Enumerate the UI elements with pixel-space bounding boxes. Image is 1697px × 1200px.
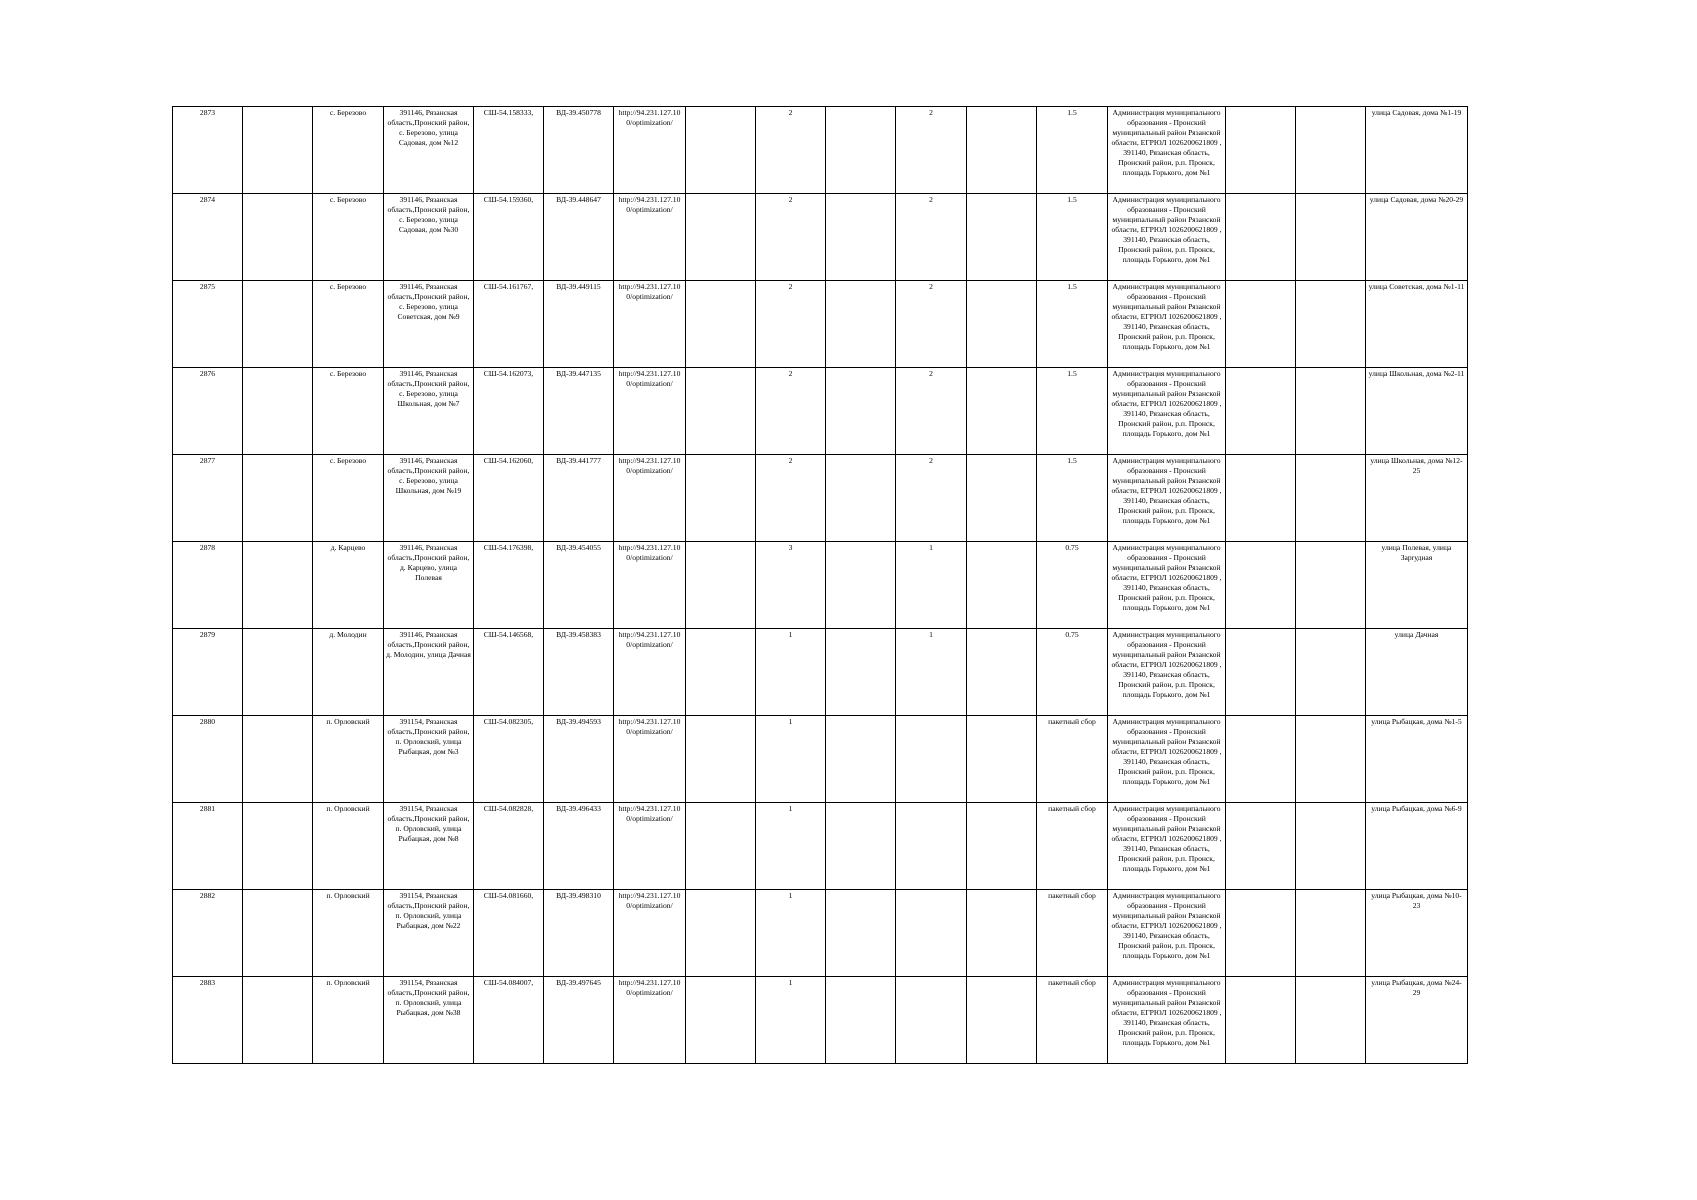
served-streets-cell: улица Рыбацкая, дома №6-9	[1366, 803, 1468, 890]
empty-cell	[826, 455, 896, 542]
url-cell: http://94.231.127.10 0/optimization/	[614, 194, 686, 281]
address-cell: 391146, Рязанская область,Пронский район, д. Карцево, улица Полевая	[384, 542, 474, 629]
container-count-cell: 1	[756, 977, 826, 1064]
container-count-2-cell: 2	[896, 194, 967, 281]
empty-cell	[243, 281, 313, 368]
empty-cell	[1296, 629, 1366, 716]
latitude-cell: СШ-54.084007,	[474, 977, 544, 1064]
empty-cell	[1296, 716, 1366, 803]
url-cell: http://94.231.127.10 0/optimization/	[614, 281, 686, 368]
table-row	[173, 107, 1468, 194]
row-number: 2875	[173, 281, 243, 368]
registry-body	[173, 107, 1468, 1064]
container-count-cell: 1	[756, 803, 826, 890]
container-count-2-cell: 2	[896, 368, 967, 455]
empty-cell	[1226, 368, 1296, 455]
empty-cell	[1296, 281, 1366, 368]
empty-cell	[826, 977, 896, 1064]
url-cell: http://94.231.127.10 0/optimization/	[614, 368, 686, 455]
table-row	[173, 977, 1468, 1064]
area-cell: пакетный сбор	[1037, 803, 1108, 890]
container-count-cell: 1	[756, 890, 826, 977]
locality-cell: с. Березово	[313, 107, 384, 194]
empty-cell	[967, 281, 1037, 368]
url-cell: http://94.231.127.10 0/optimization/	[614, 455, 686, 542]
locality-cell: с. Березово	[313, 281, 384, 368]
table-row	[173, 194, 1468, 281]
empty-cell	[686, 890, 756, 977]
row-number: 2880	[173, 716, 243, 803]
container-count-2-cell: 2	[896, 455, 967, 542]
empty-cell	[967, 977, 1037, 1064]
longitude-cell: ВД-39.498310	[544, 890, 614, 977]
empty-cell	[1226, 629, 1296, 716]
longitude-cell: ВД-39.448647	[544, 194, 614, 281]
empty-cell	[826, 542, 896, 629]
empty-cell	[1226, 890, 1296, 977]
empty-cell	[826, 716, 896, 803]
empty-cell	[243, 890, 313, 977]
area-cell: 1.5	[1037, 281, 1108, 368]
latitude-cell: СШ-54.082305,	[474, 716, 544, 803]
area-cell: пакетный сбор	[1037, 977, 1108, 1064]
area-cell: 0.75	[1037, 542, 1108, 629]
owner-cell: Администрация муниципального образования - Пронский муниципальный район Рязанской области, ЕГРЮЛ 1026200621809 , 391140, Рязанская область, Пронский район, р.п. Пронск, площадь Горького, дом №1	[1108, 716, 1226, 803]
empty-cell	[1296, 977, 1366, 1064]
empty-cell	[243, 803, 313, 890]
row-number: 2876	[173, 368, 243, 455]
address-cell: 391146, Рязанская область,Пронский район, с. Березово, улица Садовая, дом №12	[384, 107, 474, 194]
table-row	[173, 368, 1468, 455]
container-count-2-cell	[896, 803, 967, 890]
served-streets-cell: улица Дачная	[1366, 629, 1468, 716]
empty-cell	[686, 107, 756, 194]
container-count-2-cell	[896, 977, 967, 1064]
locality-cell: с. Березово	[313, 455, 384, 542]
empty-cell	[1226, 542, 1296, 629]
empty-cell	[686, 716, 756, 803]
container-count-2-cell: 2	[896, 107, 967, 194]
owner-cell: Администрация муниципального образования - Пронский муниципальный район Рязанской области, ЕГРЮЛ 1026200621809 , 391140, Рязанская область, Пронский район, р.п. Пронск, площадь Горького, дом №1	[1108, 107, 1226, 194]
empty-cell	[243, 542, 313, 629]
served-streets-cell: улица Рыбацкая, дома №1-5	[1366, 716, 1468, 803]
locality-cell: д. Молодин	[313, 629, 384, 716]
empty-cell	[967, 368, 1037, 455]
container-site-registry-table	[172, 106, 1468, 1064]
empty-cell	[243, 977, 313, 1064]
empty-cell	[1226, 716, 1296, 803]
longitude-cell: ВД-39.441777	[544, 455, 614, 542]
served-streets-cell: улица Полевая, улица Заprудная	[1366, 542, 1468, 629]
row-number: 2878	[173, 542, 243, 629]
row-number: 2882	[173, 890, 243, 977]
url-cell: http://94.231.127.10 0/optimization/	[614, 716, 686, 803]
empty-cell	[826, 629, 896, 716]
container-count-cell: 2	[756, 107, 826, 194]
owner-cell: Администрация муниципального образования - Пронский муниципальный район Рязанской области, ЕГРЮЛ 1026200621809 , 391140, Рязанская область, Пронский район, р.п. Пронск, площадь Горького, дом №1	[1108, 542, 1226, 629]
owner-cell: Администрация муниципального образования - Пронский муниципальный район Рязанской области, ЕГРЮЛ 1026200621809 , 391140, Рязанская область, Пронский район, р.п. Пронск, площадь Горького, дом №1	[1108, 281, 1226, 368]
empty-cell	[967, 107, 1037, 194]
empty-cell	[243, 194, 313, 281]
container-count-cell: 1	[756, 716, 826, 803]
container-count-2-cell: 2	[896, 281, 967, 368]
table-row	[173, 455, 1468, 542]
locality-cell: п. Орловский	[313, 716, 384, 803]
container-count-2-cell: 1	[896, 542, 967, 629]
owner-cell: Администрация муниципального образования - Пронский муниципальный район Рязанской области, ЕГРЮЛ 1026200621809 , 391140, Рязанская область, Пронский район, р.п. Пронск, площадь Горького, дом №1	[1108, 890, 1226, 977]
empty-cell	[243, 107, 313, 194]
locality-cell: д. Карцево	[313, 542, 384, 629]
address-cell: 391146, Рязанская область,Пронский район, с. Березово, улица Школьная, дом №7	[384, 368, 474, 455]
area-cell: 1.5	[1037, 368, 1108, 455]
row-number: 2873	[173, 107, 243, 194]
table-row	[173, 542, 1468, 629]
url-cell: http://94.231.127.10 0/optimization/	[614, 629, 686, 716]
container-count-2-cell	[896, 890, 967, 977]
empty-cell	[826, 107, 896, 194]
empty-cell	[686, 803, 756, 890]
latitude-cell: СШ-54.146568,	[474, 629, 544, 716]
container-count-2-cell: 1	[896, 629, 967, 716]
address-cell: 391154, Рязанская область,Пронский район, п. Орловский, улица Рыбацкая, дом №22	[384, 890, 474, 977]
address-cell: 391154, Рязанская область,Пронский район, п. Орловский, улица Рыбацкая, дом №3	[384, 716, 474, 803]
empty-cell	[1296, 803, 1366, 890]
owner-cell: Администрация муниципального образования - Пронский муниципальный район Рязанской области, ЕГРЮЛ 1026200621809 , 391140, Рязанская область, Пронский район, р.п. Пронск, площадь Горького, дом №1	[1108, 194, 1226, 281]
empty-cell	[1226, 194, 1296, 281]
url-cell: http://94.231.127.10 0/optimization/	[614, 107, 686, 194]
latitude-cell: СШ-54.159360,	[474, 194, 544, 281]
locality-cell: п. Орловский	[313, 803, 384, 890]
empty-cell	[826, 803, 896, 890]
empty-cell	[967, 890, 1037, 977]
registry-sheet	[172, 106, 1465, 1064]
address-cell: 391146, Рязанская область,Пронский район, д. Молодин, улица Дачная	[384, 629, 474, 716]
owner-cell: Администрация муниципального образования - Пронский муниципальный район Рязанской области, ЕГРЮЛ 1026200621809 , 391140, Рязанская область, Пронский район, р.п. Пронск, площадь Горького, дом №1	[1108, 803, 1226, 890]
row-number: 2874	[173, 194, 243, 281]
table-row	[173, 629, 1468, 716]
container-count-cell: 3	[756, 542, 826, 629]
container-count-cell: 2	[756, 455, 826, 542]
empty-cell	[1296, 368, 1366, 455]
container-count-cell: 1	[756, 629, 826, 716]
area-cell: 1.5	[1037, 455, 1108, 542]
container-count-2-cell	[896, 716, 967, 803]
longitude-cell: ВД-39.458383	[544, 629, 614, 716]
address-cell: 391154, Рязанская область,Пронский район, п. Орловский, улица Рыбацкая, дом №38	[384, 977, 474, 1064]
empty-cell	[1296, 107, 1366, 194]
row-number: 2883	[173, 977, 243, 1064]
url-cell: http://94.231.127.10 0/optimization/	[614, 542, 686, 629]
empty-cell	[686, 977, 756, 1064]
url-cell: http://94.231.127.10 0/optimization/	[614, 803, 686, 890]
empty-cell	[967, 542, 1037, 629]
empty-cell	[826, 281, 896, 368]
served-streets-cell: улица Садовая, дома №20-29	[1366, 194, 1468, 281]
empty-cell	[826, 194, 896, 281]
area-cell: 0.75	[1037, 629, 1108, 716]
table-row	[173, 281, 1468, 368]
latitude-cell: СШ-54.162060,	[474, 455, 544, 542]
empty-cell	[967, 716, 1037, 803]
area-cell: пакетный сбор	[1037, 716, 1108, 803]
locality-cell: с. Березово	[313, 194, 384, 281]
area-cell: 1.5	[1037, 107, 1108, 194]
empty-cell	[686, 368, 756, 455]
container-count-cell: 2	[756, 194, 826, 281]
served-streets-cell: улица Школьная, дома №2-11	[1366, 368, 1468, 455]
longitude-cell: ВД-39.497645	[544, 977, 614, 1064]
empty-cell	[1226, 977, 1296, 1064]
empty-cell	[967, 194, 1037, 281]
empty-cell	[1226, 281, 1296, 368]
url-cell: http://94.231.127.10 0/optimization/	[614, 977, 686, 1064]
empty-cell	[1296, 542, 1366, 629]
longitude-cell: ВД-39.454055	[544, 542, 614, 629]
empty-cell	[967, 455, 1037, 542]
table-row	[173, 716, 1468, 803]
address-cell: 391146, Рязанская область,Пронский район, с. Березово, улица Садовая, дом №30	[384, 194, 474, 281]
empty-cell	[1226, 803, 1296, 890]
table-row	[173, 890, 1468, 977]
row-number: 2877	[173, 455, 243, 542]
container-count-cell: 2	[756, 281, 826, 368]
empty-cell	[686, 455, 756, 542]
locality-cell: п. Орловский	[313, 977, 384, 1064]
empty-cell	[1296, 455, 1366, 542]
owner-cell: Администрация муниципального образования - Пронский муниципальный район Рязанской области, ЕГРЮЛ 1026200621809 , 391140, Рязанская область, Пронский район, р.п. Пронск, площадь Горького, дом №1	[1108, 455, 1226, 542]
empty-cell	[243, 455, 313, 542]
empty-cell	[1226, 455, 1296, 542]
empty-cell	[686, 194, 756, 281]
empty-cell	[1296, 194, 1366, 281]
empty-cell	[686, 281, 756, 368]
served-streets-cell: улица Советская, дома №1-11	[1366, 281, 1468, 368]
latitude-cell: СШ-54.082828,	[474, 803, 544, 890]
latitude-cell: СШ-54.161767,	[474, 281, 544, 368]
address-cell: 391146, Рязанская область,Пронский район, с. Березово, улица Школьная, дом №19	[384, 455, 474, 542]
served-streets-cell: улица Рыбацкая, дома №10-23	[1366, 890, 1468, 977]
address-cell: 391154, Рязанская область,Пронский район, п. Орловский, улица Рыбацкая, дом №8	[384, 803, 474, 890]
longitude-cell: ВД-39.450778	[544, 107, 614, 194]
empty-cell	[686, 542, 756, 629]
served-streets-cell: улица Школьная, дома №12-25	[1366, 455, 1468, 542]
longitude-cell: ВД-39.496433	[544, 803, 614, 890]
row-number: 2879	[173, 629, 243, 716]
empty-cell	[826, 368, 896, 455]
owner-cell: Администрация муниципального образования - Пронский муниципальный район Рязанской области, ЕГРЮЛ 1026200621809 , 391140, Рязанская область, Пронский район, р.п. Пронск, площадь Горького, дом №1	[1108, 629, 1226, 716]
latitude-cell: СШ-54.176398,	[474, 542, 544, 629]
longitude-cell: ВД-39.494593	[544, 716, 614, 803]
address-cell: 391146, Рязанская область,Пронский район, с. Березово, улица Советская, дом №9	[384, 281, 474, 368]
empty-cell	[686, 629, 756, 716]
container-count-cell: 2	[756, 368, 826, 455]
latitude-cell: СШ-54.158333,	[474, 107, 544, 194]
empty-cell	[243, 368, 313, 455]
area-cell: пакетный сбор	[1037, 890, 1108, 977]
empty-cell	[967, 629, 1037, 716]
locality-cell: п. Орловский	[313, 890, 384, 977]
owner-cell: Администрация муниципального образования - Пронский муниципальный район Рязанской области, ЕГРЮЛ 1026200621809 , 391140, Рязанская область, Пронский район, р.п. Пронск, площадь Горького, дом №1	[1108, 368, 1226, 455]
empty-cell	[243, 716, 313, 803]
row-number: 2881	[173, 803, 243, 890]
empty-cell	[1296, 890, 1366, 977]
owner-cell: Администрация муниципального образования - Пронский муниципальный район Рязанской области, ЕГРЮЛ 1026200621809 , 391140, Рязанская область, Пронский район, р.п. Пронск, площадь Горького, дом №1	[1108, 977, 1226, 1064]
empty-cell	[243, 629, 313, 716]
longitude-cell: ВД-39.449115	[544, 281, 614, 368]
served-streets-cell: улица Садовая, дома №1-19	[1366, 107, 1468, 194]
empty-cell	[826, 890, 896, 977]
empty-cell	[1226, 107, 1296, 194]
served-streets-cell: улица Рыбацкая, дома №24-29	[1366, 977, 1468, 1064]
table-row	[173, 803, 1468, 890]
longitude-cell: ВД-39.447135	[544, 368, 614, 455]
latitude-cell: СШ-54.081660,	[474, 890, 544, 977]
area-cell: 1.5	[1037, 194, 1108, 281]
latitude-cell: СШ-54.162073,	[474, 368, 544, 455]
locality-cell: с. Березово	[313, 368, 384, 455]
url-cell: http://94.231.127.10 0/optimization/	[614, 890, 686, 977]
empty-cell	[967, 803, 1037, 890]
